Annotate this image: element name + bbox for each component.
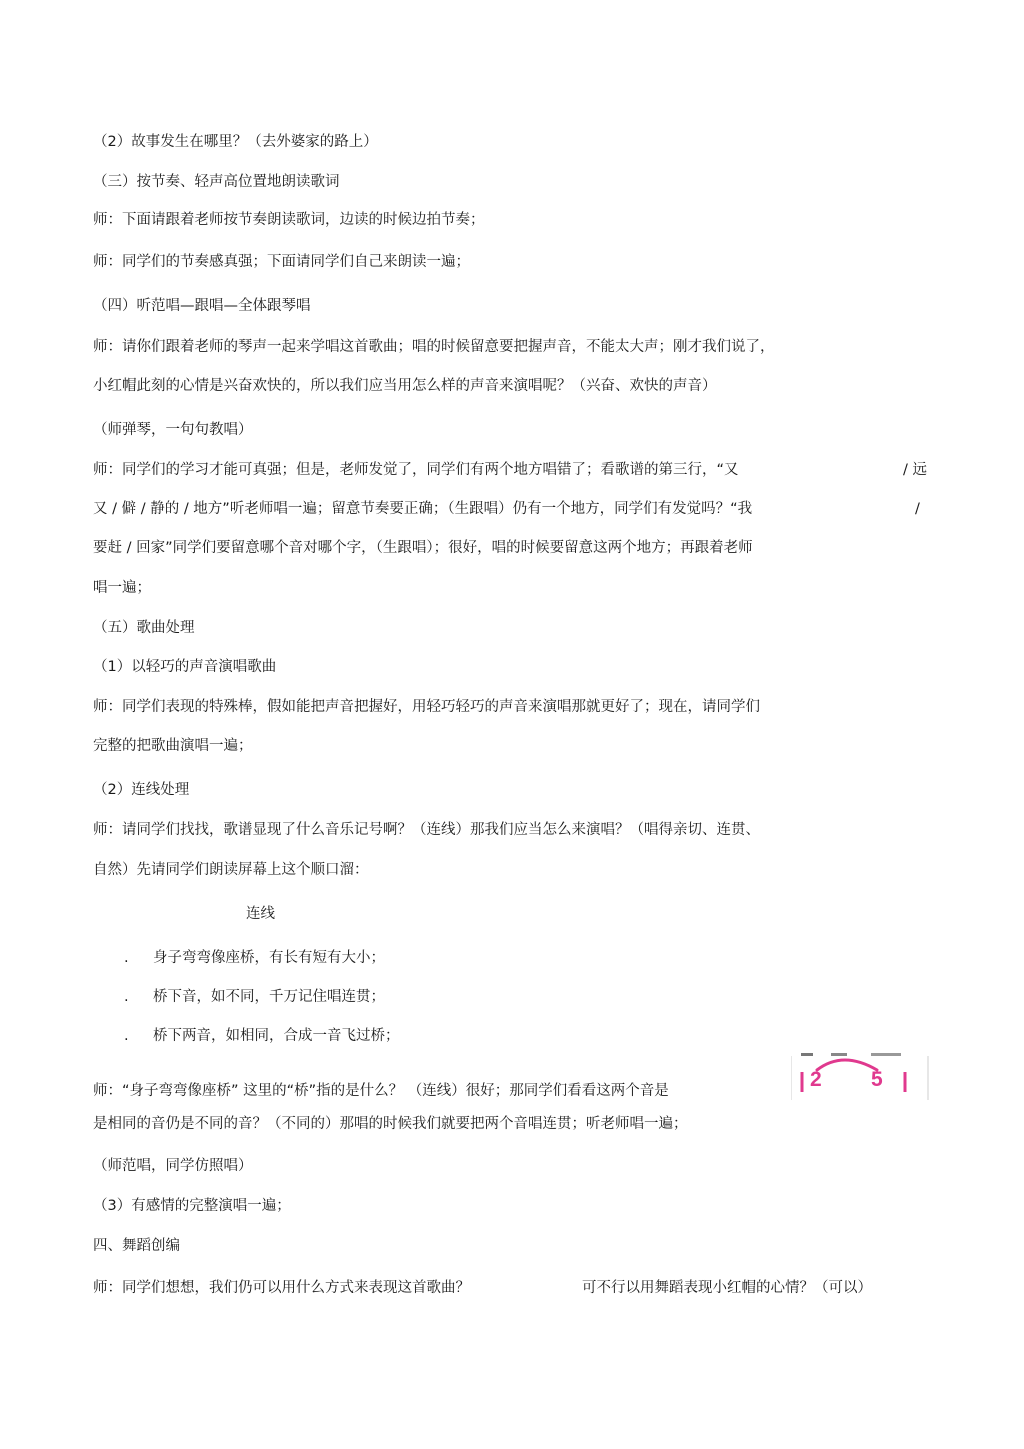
slur-arc <box>817 1060 877 1070</box>
heading-section-4: （四）听范唱—跟唱—全体跟琴唱 <box>93 298 311 314</box>
line-complete-singing: 完整的把歌曲演唱一遍； <box>93 738 253 754</box>
legato-notation-image <box>791 1050 929 1100</box>
note-2: 2 <box>810 1068 822 1091</box>
line-teacher-rhythm-praise: 师：同学们的节奏感真强；下面请同学们自己来朗读一遍； <box>93 254 470 270</box>
heading-light-voice: （1）以轻巧的声音演唱歌曲 <box>93 659 277 675</box>
heading-section-5: （五）歌曲处理 <box>93 620 195 636</box>
heading-section-3: （三）按节奏、轻声高位置地朗读歌词 <box>93 174 340 190</box>
line-dance-question-tail: 可不行以用舞蹈表现小红帽的心情？（可以） <box>582 1280 872 1296</box>
line-piano-teaching: （师弹琴，一句句教唱） <box>93 422 253 438</box>
bullet: . <box>124 1028 129 1044</box>
poem-line: 身子弯弯像座桥，有长有短有大小； <box>153 950 385 966</box>
line-mood-question: 小红帽此刻的心情是兴奋欢快的，所以我们应当用怎么样的声音来演唱呢？（兴奋、欢快的声音） <box>93 378 717 394</box>
line-teacher-mistakes: 师：同学们的学习才能可真强；但是，老师发觉了，同学们有两个地方唱错了；看歌谱的第三行，“又 <box>93 462 739 478</box>
line-find-symbol: 师：请同学们找找，歌谱显现了什么音乐记号啊？（连线）那我们应当怎么来演唱？（唱得亲切、连贯、 <box>93 822 760 838</box>
faint-marking <box>801 1053 813 1056</box>
line-dance-question: 师：同学们想想，我们仍可以用什么方式来表现这首歌曲？ <box>93 1280 470 1296</box>
poem-line: 桥下两音，如相同，合成一音飞过桥； <box>153 1028 400 1044</box>
line-teacher-model: （师范唱，同学仿照唱） <box>93 1158 253 1174</box>
line-teacher-mistakes-tail: / 远 <box>903 462 927 478</box>
faint-marking <box>831 1053 847 1056</box>
line-listen-teacher-tail: / <box>915 501 920 517</box>
note-5: 5 <box>871 1068 883 1091</box>
line-teacher-praise: 师：同学们表现的特殊棒，假如能把声音把握好，用轻巧轻巧的声音来演唱那就更好了；现在，请同学们 <box>93 699 760 715</box>
line-listen-teacher: 又 / 僻 / 静的 / 地方”听老师唱一遍；留意节奏要正确；（生跟唱）仍有一个地方，同学们有发觉吗？“我 <box>93 501 753 517</box>
line-note-attention: 要赶 / 回家”同学们要留意哪个音对哪个字，（生跟唱）；很好，唱的时候要留意这两个地方；再跟着老师 <box>93 540 753 556</box>
legato-notation-svg <box>791 1050 929 1100</box>
line-different-notes: 是相同的音仍是不同的音？（不同的）那唱的时候我们就要把两个音唱连贯；听老师唱一遍； <box>93 1116 688 1132</box>
poem-title: 连线 <box>246 906 275 922</box>
poem-line: 桥下音，如不同，千万记住唱连贯； <box>153 989 385 1005</box>
line-teacher-learn-song: 师：请你们跟着老师的琴声一起来学唱这首歌曲；唱的时候留意要把握声音，不能太大声；刚才我们说了， <box>93 339 775 355</box>
heading-emotional-singing: （3）有感情的完整演唱一遍； <box>93 1198 291 1214</box>
bullet: . <box>124 989 129 1005</box>
heading-legato: （2）连线处理 <box>93 782 190 798</box>
faint-marking <box>871 1053 901 1056</box>
heading-dance-creation: 四、舞蹈创编 <box>93 1238 180 1254</box>
line-teacher-read-rhythm: 师：下面请跟着老师按节奏朗读歌词，边读的时候边拍节奏； <box>93 212 485 228</box>
line-bridge-question: 师：“身子弯弯像座桥” 这里的“桥”指的是什么？ （连线）很好；那同学们看看这两个音是 <box>93 1083 669 1099</box>
line-read-rhyme: 自然）先请同学们朗读屏幕上这个顺口溜： <box>93 862 369 878</box>
line-story-location: （2）故事发生在哪里？（去外婆家的路上） <box>93 134 378 150</box>
line-sing-again: 唱一遍； <box>93 580 151 596</box>
bullet: . <box>124 950 129 966</box>
